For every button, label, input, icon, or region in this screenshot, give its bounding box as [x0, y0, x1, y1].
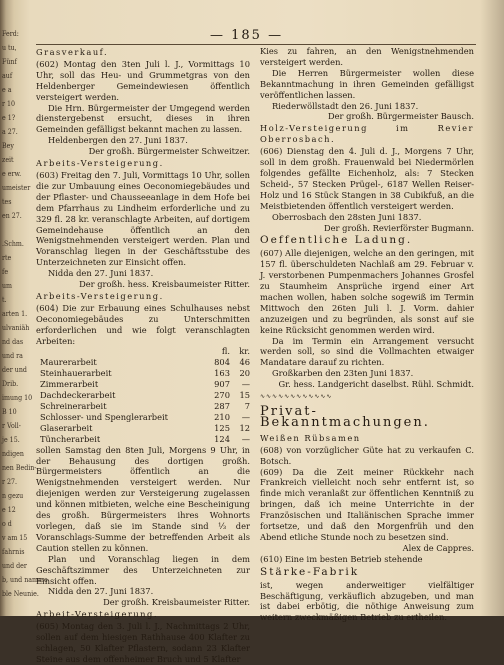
gutter-fragment: umeister	[2, 184, 31, 192]
table-value: 270	[214, 390, 230, 401]
paragraph: Riederwöllstadt den 26. Juni 1837.	[272, 100, 419, 111]
paragraph: Privat-Bekanntmachungen.	[260, 404, 430, 430]
paragraph: Der großh. Bürgermeister Schweitzer.	[88, 146, 250, 157]
table-item: Steinhauerarbeit	[40, 368, 112, 379]
table-value: 163	[214, 368, 230, 379]
paragraph: Oeffentliche Ladung.	[260, 234, 413, 247]
paragraph: Oberrosbach den 28sten Juni 1837.	[272, 211, 422, 222]
table-value: 20	[239, 368, 250, 379]
gutter-fragment: und ra	[2, 352, 23, 360]
paragraph: ist, wegen anderweitiger vielfältiger Beschäftigung, verkäuflich abzugeben, und man ist dabei erbötig, die nöthige Anweisung zum weitern zweckmäßigen Betrieb zu ertheilen.	[260, 579, 474, 623]
gutter-fragment: fe	[2, 268, 9, 276]
table-item: Glaserarbeit	[40, 422, 93, 433]
table-value: 7	[244, 401, 250, 411]
table-value: 124	[214, 433, 230, 444]
table-value: 907	[214, 379, 230, 390]
table-value: —	[241, 433, 250, 444]
gutter-fragment: auf	[2, 72, 13, 80]
gutter-fragment: ulvaniäh	[2, 324, 30, 332]
paragraph: (602) Montag den 3ten Juli l. J., Vormittags 10 Uhr, soll das Heu- und Grummetgras von den Heldenberger Gemeindewiesen öffentlich versteigert werden.	[36, 58, 250, 102]
paragraph: (603) Freitag den 7. Juli, Vormittags 10 Uhr, sollen die zur Umbauung eines Oeconomiegebäudes und der Pflaster- und Chausseeanlage in dem Hofe bei dem Pfarrhaus zu Lindheim erforderliche und zu 329 fl. 28 kr. veranschlagte Arbeiten, auf dortigem Gemeindehause öffentlich an den Wenigstnehmenden versteigert werden. Plan und Voranschlag liegen in der Geschäftsstube des Unterzeichneten zur Einsicht offen.	[36, 169, 250, 268]
header-rule	[36, 44, 476, 45]
gutter-fragment: ndigen	[2, 450, 24, 458]
gutter-fragment: arten 1.	[2, 310, 28, 318]
gutter-fragment: .Schm.	[2, 240, 24, 248]
gutter-fragment: Fünf	[2, 58, 17, 66]
gutter-fragment: Bey	[2, 142, 14, 150]
table-item: Schreinerarbeit	[40, 401, 107, 411]
paragraph: Arbeits-Versteigerung.	[36, 158, 164, 169]
paragraph: (609) Da die Zeit meiner Rückkehr nach Frankreich vielleicht noch sehr entfernt ist, so finde mich veranlaßt zur öffentlichen Kenntniß zu bringen, daß ich meine Unterrichte in der Französischen und Italiänischen Sprache immer fortsetze, und daß den Morgenfrüh und den Abend etliche Stunde noch zu besetzen sind.	[260, 466, 474, 542]
page-edge-shadow	[480, 0, 504, 616]
paragraph: Alex de Cappres.	[402, 542, 474, 553]
paragraph: Nidda den 27. Juni 1837.	[48, 586, 154, 597]
gutter-fragment: e 12	[2, 506, 16, 514]
paragraph: Holz-Versteigerung im Revier Oberrosbach.	[260, 123, 474, 145]
gutter-fragment: b, und namme	[2, 576, 48, 584]
paragraph: Die Hrn. Bürgermeister der Umgegend werden dienstergebenst ersucht, dieses in ihren Gemeinden gefälligst bekannt machen zu lassen.	[36, 102, 250, 135]
paragraph: Grasverkauf.	[36, 47, 109, 57]
table-value: 12	[239, 422, 250, 433]
table-value: 804	[214, 357, 230, 368]
gutter-fragment: e erw.	[2, 170, 22, 178]
paragraph: Nidda den 27. Juni 1837.	[48, 268, 154, 279]
paragraph: Arbeits-Versteigerung.	[36, 290, 164, 301]
paragraph: Da im Termin ein Arrangement versucht werden soll, so sind die Vollmachten etwaiger Mandatare darauf zu richten.	[260, 335, 474, 368]
paragraph: Arbeit-Versteigerung.	[36, 609, 158, 620]
paragraph: Die Herren Bürgermeister wollen diese Bekanntmachung in ihren Gemeinden gefälligst veröffentlichen lassen.	[260, 67, 474, 100]
gutter-fragment: fahrnis	[2, 548, 25, 556]
right-column	[260, 46, 474, 623]
paragraph: Gr. hess. Landgericht daselbst. Rühl. Schmidt.	[278, 379, 474, 390]
gutter-fragment: imung 10	[2, 394, 33, 402]
gutter-fragment: u tu,	[2, 44, 17, 52]
gutter-fragment: e 1?	[2, 114, 16, 122]
table-value: 210	[214, 411, 230, 422]
gutter-fragment: ble Neunie.	[2, 590, 39, 598]
paragraph: (607) Alle diejenigen, welche an den geringen, mit 157 fl. überschuldeten Nachlaß am 29. Februar v. J. verstorbenen Pumpenmachers Johannes Grosfel zu Staumheim Ansprüche irgend einer Art machen wollen, haben solche sogewiß im Termin Mittwoch den 26ten Juli l. J. Vorm. dahier anzuzeigen und zu begründen, als sonst auf sie keine Rücksicht genommen werden wird.	[260, 248, 474, 335]
gutter-fragment: zeit	[2, 156, 14, 164]
gutter-fragment: r 10	[2, 100, 16, 108]
table-value: 15	[239, 390, 250, 401]
gutter-fragment: rte	[2, 254, 12, 262]
gutter-fragment: nd das	[2, 338, 24, 346]
paragraph: Plan und Voranschlag liegen in dem Geschäftszimmer des Unterzeichneten zur Einsicht offen.	[36, 553, 250, 586]
gutter-fragment: o d	[2, 520, 12, 528]
gutter-fragment: t.	[2, 296, 7, 304]
gutter-fragment: B 10	[2, 408, 17, 416]
gutter-fragment: nen Bedin-	[2, 464, 37, 472]
table-value: 287	[214, 401, 230, 411]
table-item: Schlosser- und Spenglerarbeit	[40, 411, 169, 422]
gutter-fragment: um	[2, 282, 13, 290]
gutter-fragment: a 27.	[2, 128, 18, 136]
paragraph: (605) Montag den 3. Juli l. J., Nachmittags 2 Uhr, sollen auf dem hiesigen Rathhause 400 Klafter zu schlagen, 50 Klafter Pflastern, sodann 23 Klafter Steine aus dem offenheimer Bruch und 5 Klafter	[36, 621, 250, 664]
gutter-fragment: je 15.	[2, 436, 20, 444]
gutter-fragment: der und	[2, 366, 27, 374]
cost-table	[40, 357, 250, 444]
gutter-fragment: tes	[2, 198, 12, 206]
gutter-fragment: en 27.	[2, 212, 22, 220]
paragraph: (610) Eine im besten Betrieb stehende	[260, 553, 423, 564]
gutter-fragment: v am 15	[2, 534, 28, 542]
table-value: —	[241, 411, 250, 422]
table-value: 46	[239, 357, 250, 368]
paragraph: sollen Samstag den 8ten Juli, Morgens 9 Uhr, in der Behausung des dortigen großh. Bürgermeisters öffentlich an die Wenigstnehmenden versteigert werden. Nur diejenigen werden zur Versteigerung zugelassen und können mitbieten, welche eine Bescheinigung des großh. Bürgermeisters ihres Wohnorts vorlegen, daß sie im Stande sind ⅓ der Voranschlags-Summe der betreffenden Arbeit als Caution stellen zu können.	[36, 444, 250, 553]
paragraph: Der großh. Revierförster Bugmann.	[323, 222, 474, 233]
paragraph: Großkarben den 23ten Juni 1837.	[272, 368, 414, 379]
table-value: —	[241, 379, 250, 390]
gutter-fragment: Ferd:	[2, 30, 19, 38]
gutter-fragment: e a	[2, 86, 12, 94]
gutter-fragment: r Voll-	[2, 422, 21, 430]
table-head-fl: fl.	[221, 346, 230, 357]
paragraph: Der großh. Kreisbaumeister Ritter.	[103, 597, 250, 608]
gutter-fragment: Drib.	[2, 380, 19, 388]
table-header	[40, 346, 250, 357]
paragraph: Kies zu fahren, an den Wenigstnehmenden versteigert werden.	[260, 46, 474, 67]
paragraph: Weißen Rübsamen	[260, 432, 361, 443]
gutter-fragment: und der	[2, 562, 27, 570]
paragraph: (606) Dienstag den 4. Juli d. J., Morgens 7 Uhr, soll in dem großh. Frauenwald bei Niedermörlen folgendes gefällte Eichenholz, als: 7 Stecken Scheid-, 57 Stecken Prügel-, 6187 Wellen Reiser-Holz und 16 Stück Stangen in 38 Cubikfuß, an die Meistbietenden öffentlich versteigert werden.	[260, 146, 474, 211]
table-item: Tüncherarbeit	[40, 433, 101, 444]
gutter-fragment: n gezu	[2, 492, 24, 500]
facing-page-edge	[0, 0, 48, 616]
table-item: Zimmerarbeit	[40, 379, 99, 390]
paragraph: Der großh. Bürgermeister Bausch.	[327, 111, 474, 122]
left-column	[36, 46, 250, 665]
table-head-kr: kr.	[239, 346, 250, 357]
paragraph: (604) Die zur Erbauung eines Schulhauses nebst Oeconomiegebäudes zu Unterschmitten erforderlichen und wie folgt veranschlagten Arbeiten:	[36, 302, 250, 346]
gutter-fragment: r 27.	[2, 478, 18, 486]
table-item: Dachdeckerarbeit	[40, 390, 116, 401]
page-number: — 185 —	[210, 28, 284, 43]
paragraph: (608) von vorzüglicher Güte hat zu verkaufen C. Botsch.	[260, 444, 474, 466]
paragraph: Heldenbergen den 27. Juni 1837.	[48, 135, 188, 146]
table-item: Maurerarbeit	[40, 357, 97, 368]
paragraph: ∿∿∿∿∿∿∿∿∿∿∿∿	[260, 393, 333, 401]
paragraph: Stärke-Fabrik	[260, 565, 360, 578]
table-value: 125	[214, 422, 230, 433]
paragraph: Der großh. hess. Kreisbaumeister Ritter.	[79, 279, 250, 290]
